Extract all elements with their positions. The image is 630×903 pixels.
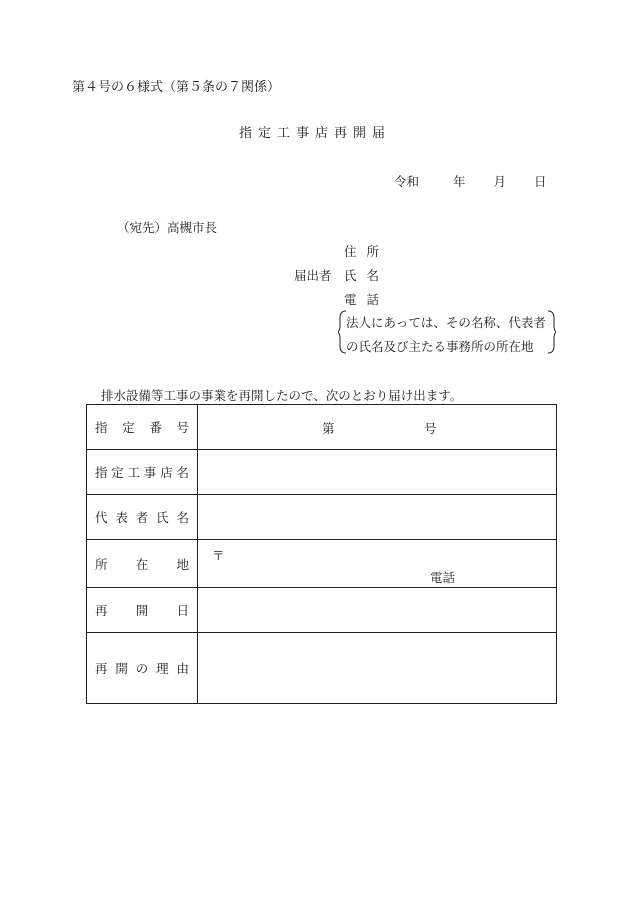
- date-day: 日: [534, 174, 547, 189]
- notifier-label: 届出者: [294, 268, 332, 283]
- row-label-cell: [87, 405, 198, 450]
- tel-label: 電 話: [344, 292, 380, 307]
- row-label-cell: [87, 588, 198, 633]
- location-field[interactable]: [198, 540, 557, 588]
- row-label-cell: [87, 495, 198, 540]
- designation-number-label: 指 定 番 号: [95, 420, 189, 435]
- postal-mark: 〒: [212, 548, 225, 563]
- row-label-cell: [87, 633, 198, 704]
- date-line: [394, 172, 547, 190]
- document-title: 指定工事店再開届: [238, 126, 391, 141]
- form-number: 第４号の６様式（第５条の７関係）: [72, 80, 281, 95]
- table-row: [87, 633, 557, 704]
- table-row: [87, 495, 557, 540]
- resumption-reason-label: 再 開 の 理 由: [95, 661, 189, 676]
- number-suffix: 号: [424, 421, 437, 436]
- designation-number-field[interactable]: [198, 405, 557, 450]
- location-label: 所 在 地: [95, 556, 189, 572]
- row-label-cell: [87, 450, 198, 495]
- resumption-reason-field[interactable]: [198, 633, 557, 704]
- date-era: 令和: [394, 174, 420, 189]
- date-month: 月: [493, 174, 507, 189]
- addressee: （宛先）高槻市長: [117, 220, 218, 235]
- table-row: [87, 540, 557, 588]
- resumption-date-field[interactable]: [198, 588, 557, 633]
- corporate-note: [338, 310, 556, 354]
- note-line-1: 法人にあっては、その名称、代表者: [346, 315, 546, 330]
- table-row: [87, 405, 557, 450]
- representative-name-label: 代 表 者 氏 名: [95, 510, 189, 525]
- date-year: 年: [453, 174, 466, 189]
- table-row: [87, 588, 557, 633]
- representative-name-field[interactable]: [198, 495, 557, 540]
- address-label: 住 所: [344, 244, 380, 259]
- table-row: [87, 450, 557, 495]
- number-prefix: 第: [322, 421, 335, 436]
- note-line-2: の氏名及び主たる事務所の所在地: [346, 339, 534, 354]
- contractor-name-field[interactable]: [198, 450, 557, 495]
- name-label: 氏 名: [344, 268, 380, 283]
- statement: 排水設備等工事の事業を再開したので、次のとおり届け出ます。: [101, 388, 463, 403]
- resumption-date-label: 再 開 日: [95, 603, 189, 618]
- contractor-name-label: 指 定 工 事 店 名: [95, 465, 189, 480]
- row-label-cell: [87, 540, 198, 588]
- form-table: [86, 404, 557, 704]
- location-tel-label: 電話: [430, 570, 456, 585]
